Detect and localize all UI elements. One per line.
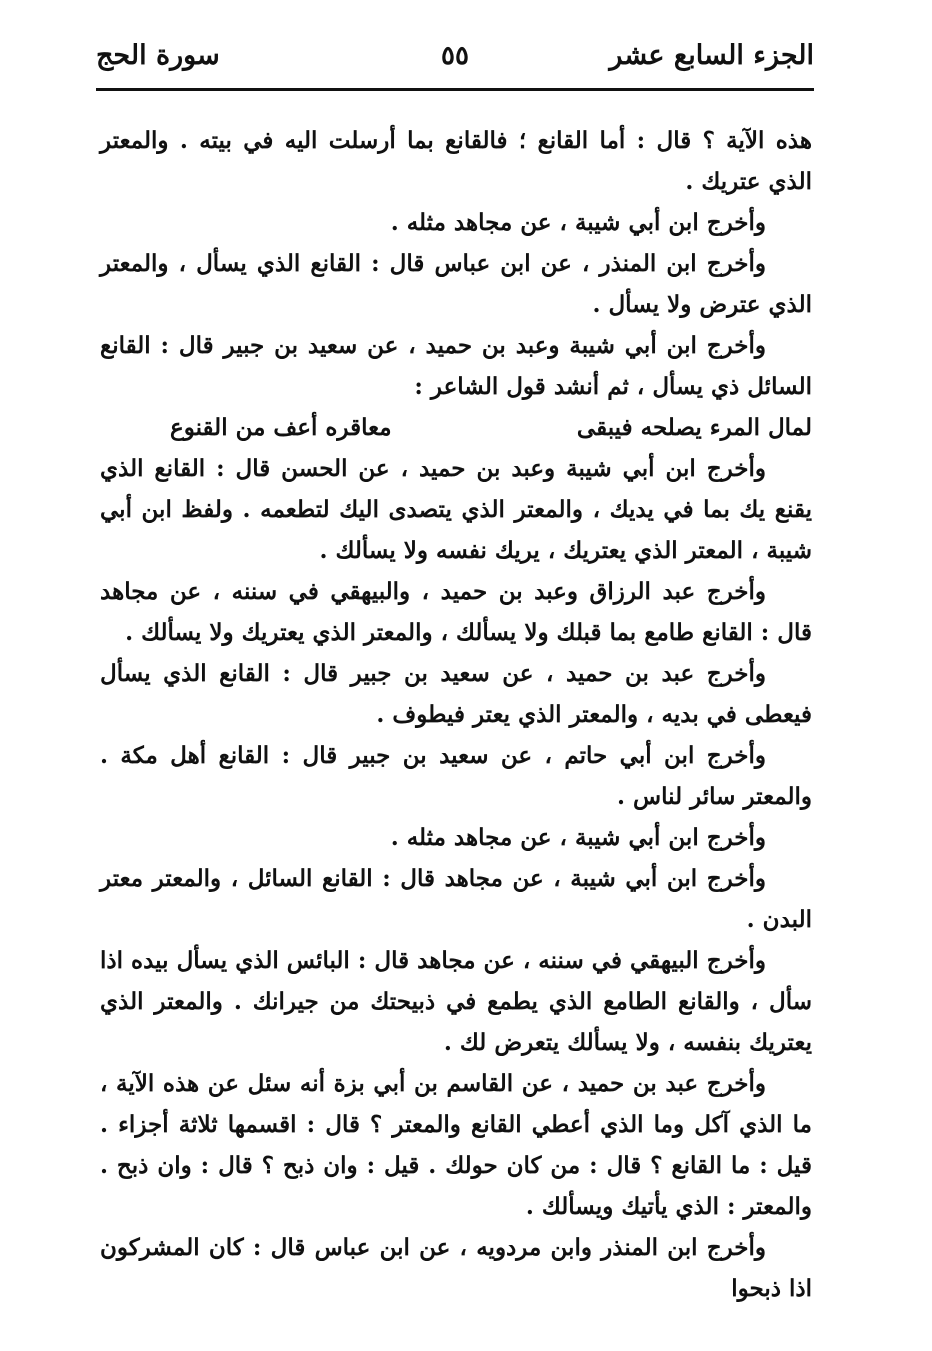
page-number: ٥٥ <box>441 41 469 71</box>
paragraph: هذه الآية ؟ قال : أما القانع ؛ فالقانع بما أرسلت اليه في بيته . والمعتر الذي عتريك . <box>100 127 812 195</box>
paragraph: وأخرج عبد بن حميد ، عن القاسم بن أبي بزة أنه سئل عن هذه الآية ، ما الذي آكل وما الذي أعطي القانع والمعتر ؟ قال : اقسمها ثلاثة أجزاء . قيل : ما القانع ؟ قال : من كان حولك . قيل : وان ذبح ؟ قال : وان ذبح . والمعتر : الذي يأتيك ويسألك . <box>100 1070 812 1220</box>
paragraph: وأخرج ابن أبي حاتم ، عن سعيد بن جبير قال : القانع أهل مكة . والمعتر سائر لناس . <box>100 742 812 810</box>
paragraph: وأخرج البيهقي في سننه ، عن مجاهد قال : البائس الذي يسأل بيده اذا سأل ، والقانع الطامع الذي يطمع في ذبيحتك من جيرانك . والمعتر الذي يعتريك بنفسه ، ولا يسألك يتعرض لك . <box>100 947 812 1056</box>
paragraph: وأخرج عبد بن حميد ، عن سعيد بن جبير قال : القانع الذي يسأل فيعطى في بديه ، والمعتر الذي يعتر فيطوف . <box>100 660 812 728</box>
paragraph: وأخرج ابن أبي شيبة ، عن مجاهد مثله . <box>390 824 766 851</box>
paragraph: وأخرج ابن أبي شيبة ، عن مجاهد قال : القانع السائل ، والمعتر معتر البدن . <box>100 865 812 933</box>
paragraph: وأخرج ابن أبي شيبة ، عن مجاهد مثله . <box>390 209 766 236</box>
poetry-verse <box>100 407 812 448</box>
verse-first-hemistich: لمال المرء يصلحه فيبقى <box>576 414 812 441</box>
running-head-part: الجزء السابع عشر <box>609 40 814 71</box>
page-body <box>100 120 812 1309</box>
paragraph: وأخرج ابن المنذر وابن مردويه ، عن ابن عباس قال : كان المشركون اذا ذبحوا <box>100 1234 812 1302</box>
verse-second-hemistich: معاقره أعف من القنوع <box>170 414 392 441</box>
page-header <box>96 36 814 82</box>
paragraph: وأخرج ابن أبي شيبة وعبد بن حميد ، عن الحسن قال : القانع الذي يقنع يك بما في يديك ، والمعتر الذي يتصدى اليك لتطعمه . ولفظ ابن أبي شيبة ، المعتر الذي يعتريك ، يريك نفسه ولا يسألك . <box>100 455 812 564</box>
running-head-surah: سورة الحج <box>96 40 220 71</box>
header-divider <box>96 88 814 91</box>
paragraph: وأخرج ابن المنذر ، عن ابن عباس قال : القانع الذي يسأل ، والمعتر الذي عترض ولا يسأل . <box>100 250 812 318</box>
paragraph: وأخرج ابن أبي شيبة وعبد بن حميد ، عن سعيد بن جبير قال : القانع السائل ذي يسأل ، ثم أنشد قول الشاعر : <box>100 332 812 400</box>
paragraph: وأخرج عبد الرزاق وعبد بن حميد ، والبيهقي في سننه ، عن مجاهد قال : القانع طامع بما قبلك ولا يسألك ، والمعتر الذي يعتريك ولا يسألك . <box>100 578 812 646</box>
